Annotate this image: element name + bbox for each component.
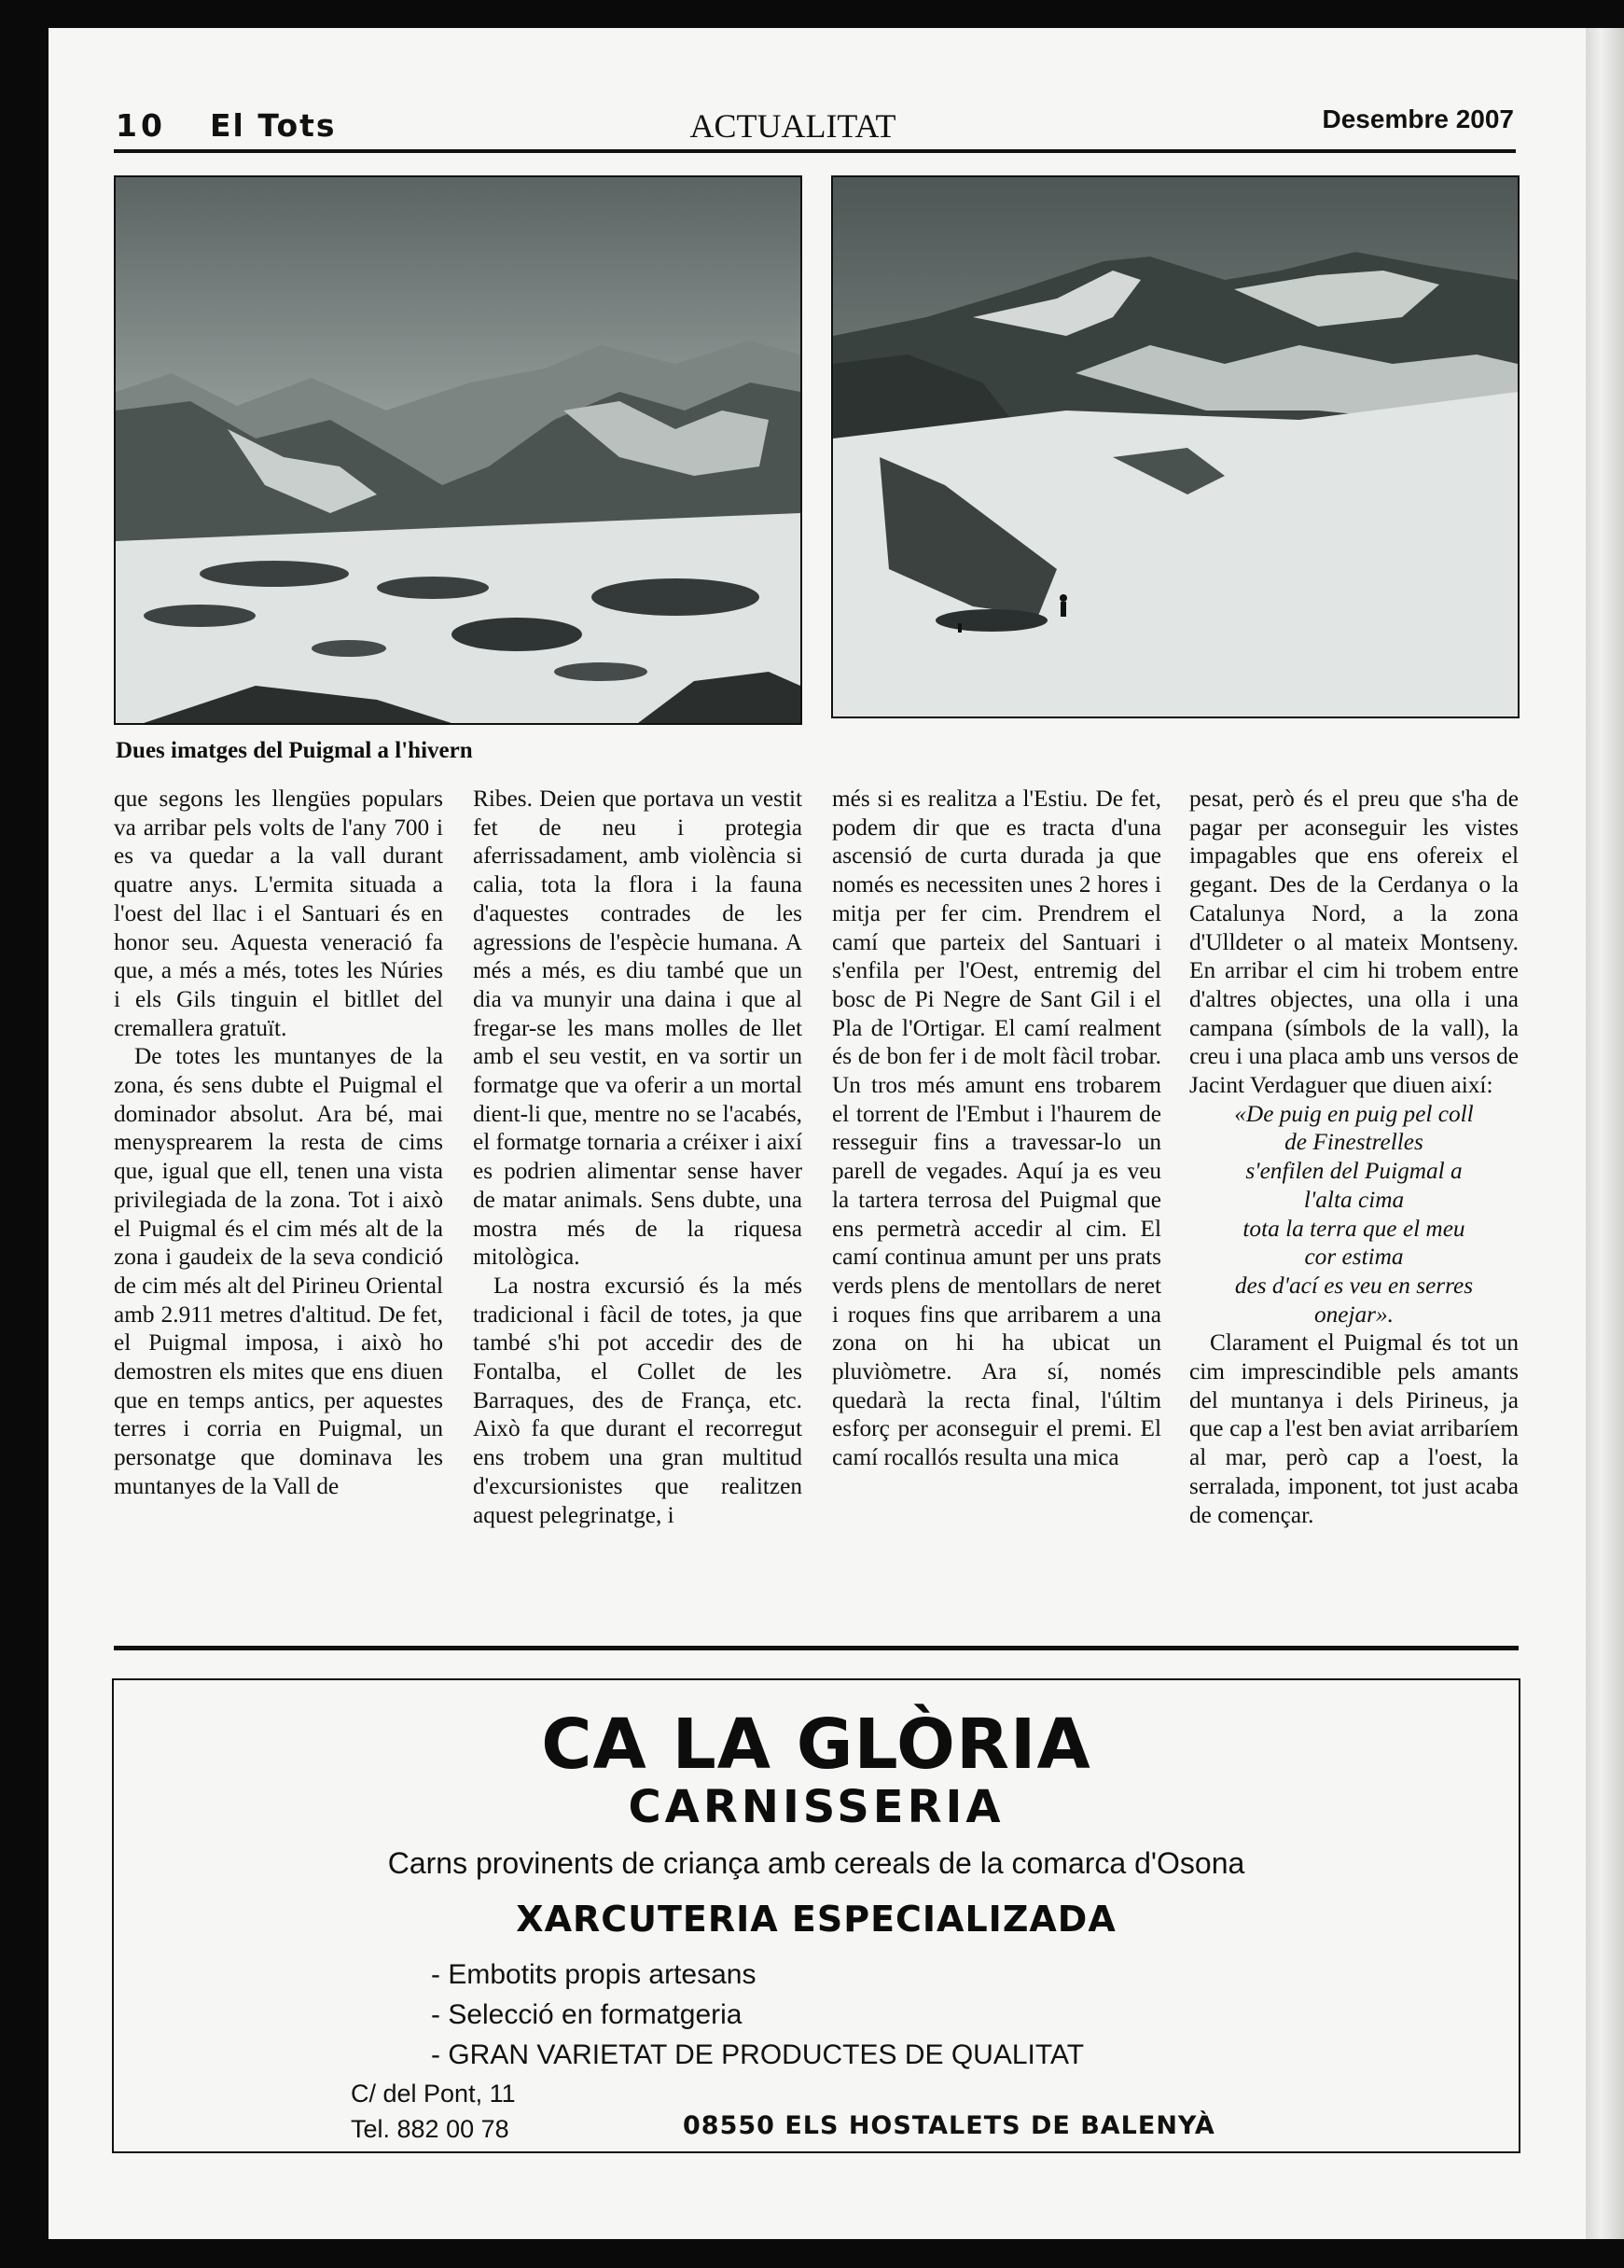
article-body [114, 785, 1519, 1624]
ad-phone: Tel. 882 00 78 [351, 2115, 509, 2143]
article-column-3 [832, 785, 1161, 1472]
ad-address: C/ del Pont, 11 [351, 2080, 516, 2108]
photo-snow-slope-hikers [831, 175, 1520, 718]
article-column-4 [1189, 785, 1519, 1529]
scan-border [1586, 0, 1624, 28]
next-page-edge [1586, 28, 1624, 2239]
verdaguer-poem [1189, 1100, 1519, 1329]
publication-name: El Tots [210, 107, 337, 144]
poem-line: l'alta cima [1303, 1186, 1405, 1213]
paragraph: més si es realitza a l'Estiu. De fet, podem dir que es tracta d'una ascensió de curta durada ja que només es necessiten unes 2 hores i mitja per fer cim. Prendrem el camí que parteix del Santuari i s'enfila per l'Oest, entremig del bosc de Pi Negre de Sant Gil i el Pla de l'Ortigar. El camí realment és de bon fer i de molt fàcil trobar. Un tros més amunt ens trobarem el torrent de l'Embut i l'haurem de resseguir fins a travessar-lo un parell de vegades. Aquí ja es veu la tartera terrosa del Puigmal que ens permetrà accedir al cim. El camí continua amunt per uns prats verds plens de mentollars de neret i roques fins que arribarem a una zona on hi ha ubicat un pluviòmetre. Ara sí, només quedarà la recta final, l'últim esforç per aconseguir el premi. El camí rocallós resulta una mica [832, 786, 1161, 1471]
paragraph: De totes les muntanyes de la zona, és sens dubte el Puigmal el dominador absolut. Ara bé, mai menysprearem la resta de cims que, igual que ell, tenen una vista privilegiada de la zona. Tot i això el Puigmal és el cim més alt de la zona i gaudeix de la seva condició de cim més alt del Pirineu Oriental amb 2.911 metres d'altitud. De fet, el Puigmal imposa, i això ho demostren els mites que ens diuen que en temps antics, per aquestes terres i corria en Puigmal, un personatge que dominava les muntanyes de la Vall de [114, 1043, 443, 1499]
paragraph: que segons les llengües populars va arribar pels volts de l'any 700 i es va quedar a la vall durant quatre anys. L'ermita situada a l'oest del llac i el Santuari és en honor seu. Aquesta veneració fa que, a més a més, totes les Núries i els Gils tinguin el bitllet del cremallera gratuït. [114, 786, 443, 1041]
advertisement [112, 1678, 1520, 2153]
issue-date: Desembre 2007 [1322, 104, 1514, 133]
paragraph: pesat, però és el preu que s'ha de pagar per aconseguir les vistes impagables que ens ofereix el gegant. Des de la Cerdanya o la Catalunya Nord, a la zona d'Ulldeter o al mateix Montseny. En arribar el cim hi trobem entre d'altres objectes, una olla i una campana (símbols de la vall), la creu i una placa amb uns versos de Jacint Verdaguer que diuen així: [1189, 786, 1519, 1099]
article-column-1 [114, 785, 443, 1501]
section-title: ACTUALITAT [689, 107, 896, 145]
poem-line: «De puig en puig pel coll [1234, 1100, 1474, 1127]
ad-town: 08550 ELS HOSTALETS DE BALENYÀ [683, 2111, 1215, 2140]
ad-product-item: - Selecció en formatgeria [431, 1999, 743, 2030]
paragraph: Ribes. Deien que portava un vestit fet de neu i protegia aferrissadament, amb violència si calia, tota la flora i la fauna d'aquestes contrades de les agressions de l'espècie humana. A més a més, es diu també que un dia va munyir una daina i que al fregar-se les mans molles de llet amb el seu vestit, en va sortir un formatge que va oferir a un mortal dient-li que, mentre no se l'acabés, el formatge tornaria a créixer i així es podrien alimentar sense haver de matar animals. Sens dubte, una mostra més de la riquesa mitològica. [473, 786, 802, 1271]
poem-line: de Finestrelles [1284, 1129, 1423, 1156]
poem-line: s'enfilen del Puigmal a [1245, 1158, 1463, 1185]
ad-product-item: - Embotits propis artesans [431, 1959, 756, 1990]
poem-line: des d'ací es veu en serres [1234, 1272, 1474, 1299]
photo-snowy-valley [114, 175, 802, 725]
poem-line: onejar». [1313, 1301, 1395, 1328]
poem-line: tota la terra que el meu [1242, 1215, 1465, 1242]
article-column-2 [473, 785, 802, 1529]
header-rule [114, 149, 1516, 153]
ad-product-list [431, 1955, 1084, 2075]
ad-specialty: XARCUTERIA ESPECIALIZADA [516, 1899, 1117, 1940]
page-number: 10 [116, 107, 166, 144]
photo-caption: Dues imatges del Puigmal a l'hivern [116, 738, 473, 763]
ad-separator-rule [114, 1646, 1519, 1650]
paragraph: Clarament el Puigmal és tot un cim imprescindible pels amants del muntanya i dels Pirineus, ja que cap a l'est ben aviat arribaríem al mar, però cap a l'oest, la serralada, imponent, tot just acaba de començar. [1189, 1329, 1519, 1528]
ad-business-type: CARNISSERIA [628, 1781, 1005, 1833]
paragraph: La nostra excursió és la més tradicional i fàcil de totes, ja que també s'hi pot accedir des de Fontalba, el Collet de les Barraques, des de França, etc. Això fa que durant el recorregut ens trobem una gran multitud d'excursionistes que realitzen aquest pelegrinatge, i [473, 1272, 802, 1528]
ad-business-name: CA LA GLÒRIA [541, 1704, 1091, 1785]
ad-product-item: - GRAN VARIETAT DE PRODUCTES DE QUALITAT [431, 2039, 1085, 2070]
ad-contact [351, 2076, 516, 2147]
ad-tagline: Carns provinents de criança amb cereals de la comarca d'Osona [387, 1846, 1245, 1880]
poem-line: cor estima [1304, 1244, 1404, 1271]
